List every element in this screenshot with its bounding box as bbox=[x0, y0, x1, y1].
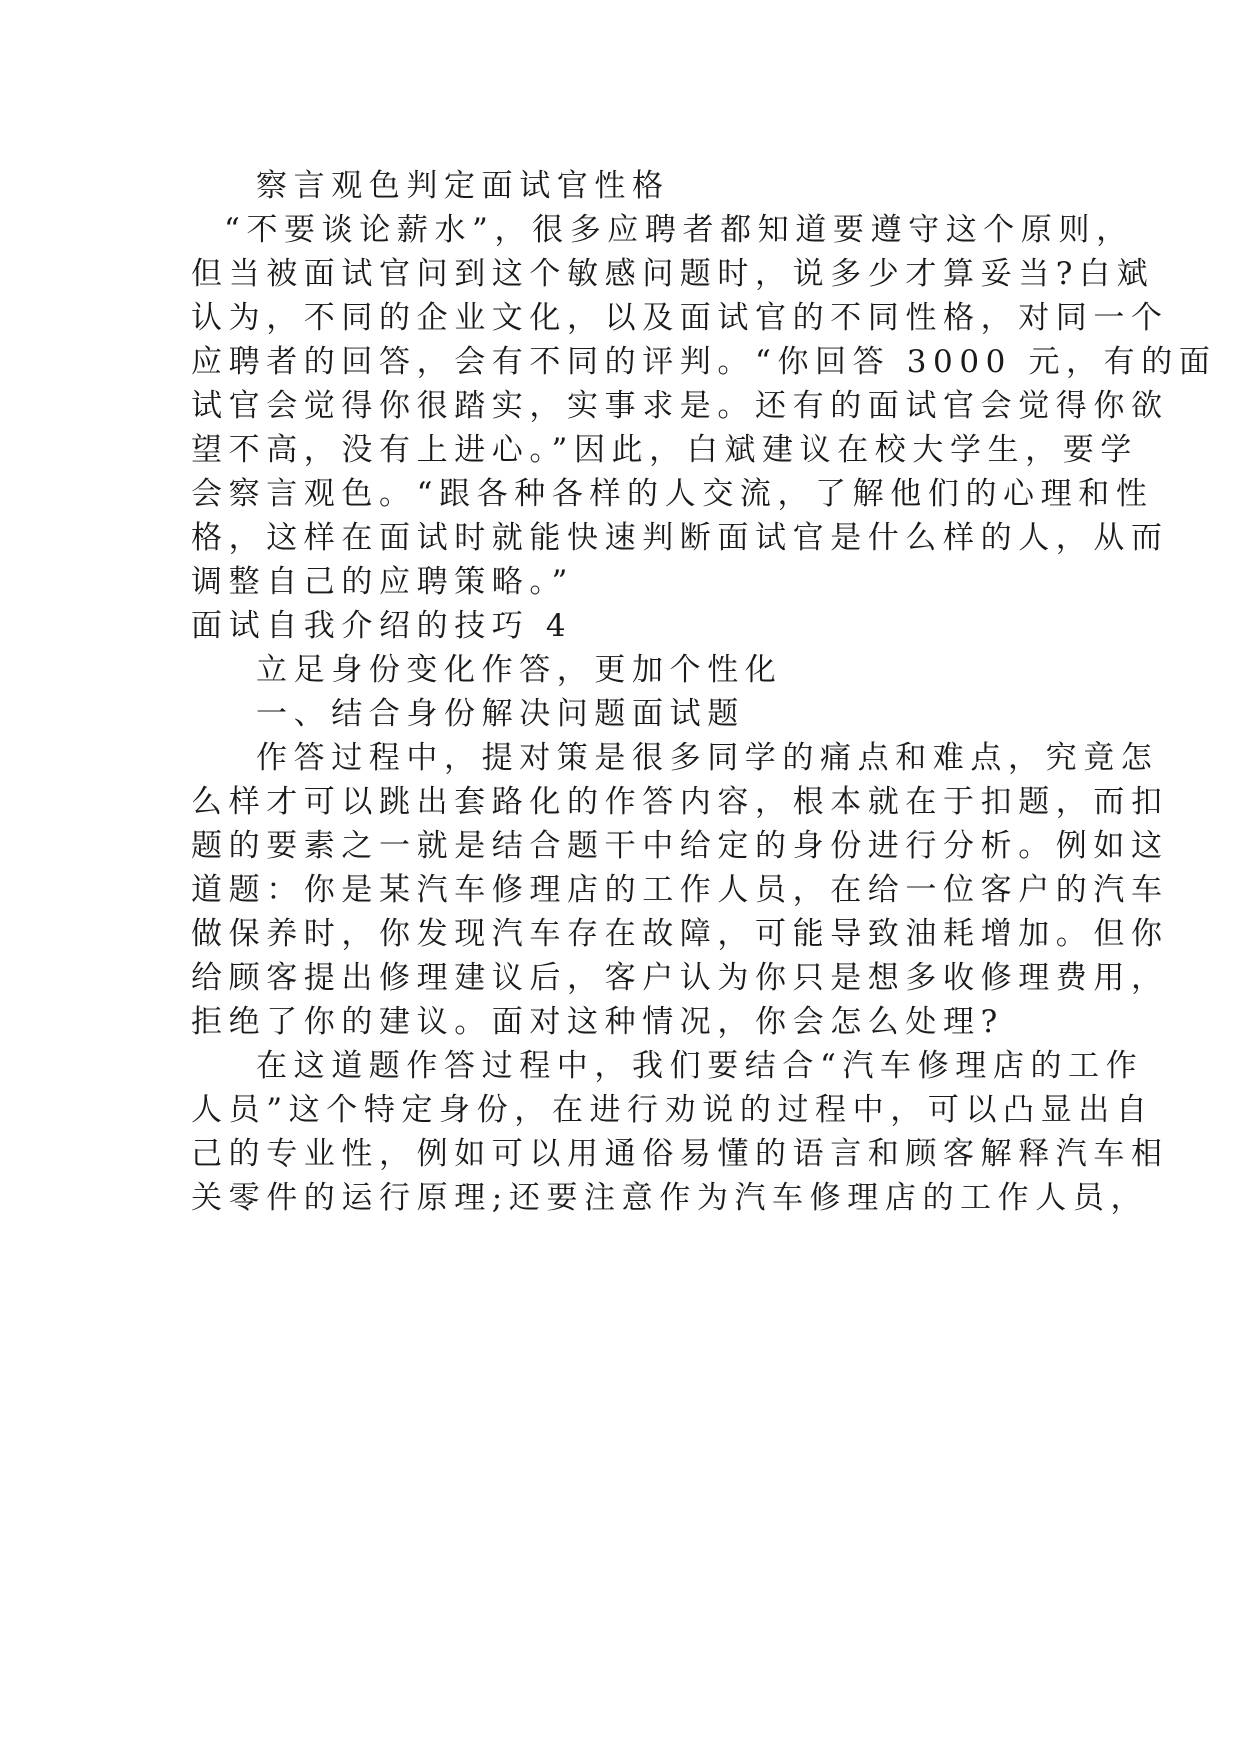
section-heading: 察言观色判定面试官性格 bbox=[256, 168, 670, 204]
subsection-heading: 一、结合身份解决问题面试题 bbox=[256, 696, 745, 732]
paragraph-line: 人员”这个特定身份，在进行劝说的过程中，可以凸显出自 bbox=[191, 1092, 1154, 1128]
paragraph-line: 格，这样在面试时就能快速判断面试官是什么样的人，从而 bbox=[191, 520, 1169, 556]
section-heading: 立足身份变化作答，更加个性化 bbox=[256, 652, 783, 688]
paragraph-line: 关零件的运行原理;还要注意作为汽车修理店的工作人员， bbox=[191, 1180, 1149, 1216]
paragraph-line: 做保养时，你发现汽车存在故障，可能导致油耗增加。但你 bbox=[191, 916, 1169, 952]
paragraph-line: 题的要素之一就是结合题干中给定的身份进行分析。例如这 bbox=[191, 828, 1169, 864]
paragraph-line: 作答过程中，提对策是很多同学的痛点和难点，究竟怎 bbox=[256, 740, 1159, 776]
paragraph-line: “不要谈论薪水”，很多应聘者都知道要遵守这个原则， bbox=[224, 212, 1134, 248]
paragraph-line: 会察言观色。“跟各种各样的人交流，了解他们的心理和性 bbox=[191, 476, 1154, 512]
paragraph-line: 试官会觉得你很踏实，实事求是。还有的面试官会觉得你欲 bbox=[191, 388, 1169, 424]
paragraph-line: 调整自己的应聘策略。” bbox=[191, 564, 574, 600]
paragraph-line: 道题：你是某汽车修理店的工作人员，在给一位客户的汽车 bbox=[191, 872, 1169, 908]
paragraph-line: 但当被面试官问到这个敏感问题时，说多少才算妥当?白斌 bbox=[191, 256, 1155, 292]
paragraph-line: 认为，不同的企业文化，以及面试官的不同性格，对同一个 bbox=[191, 300, 1169, 336]
paragraph-line: 应聘者的回答，会有不同的评判。“你回答 3000 元，有的面 bbox=[191, 344, 1217, 380]
paragraph-line: 给顾客提出修理建议后，客户认为你只是想多收修理费用， bbox=[191, 960, 1169, 996]
paragraph-line: 在这道题作答过程中，我们要结合“汽车修理店的工作 bbox=[256, 1048, 1144, 1084]
paragraph-line: 己的专业性，例如可以用通俗易懂的语言和顾客解释汽车相 bbox=[191, 1136, 1169, 1172]
chapter-heading: 面试自我介绍的技巧 4 bbox=[191, 608, 573, 644]
paragraph-line: 拒绝了你的建议。面对这种情况，你会怎么处理? bbox=[191, 1004, 1004, 1040]
paragraph-line: 望不高，没有上进心。”因此，白斌建议在校大学生，要学 bbox=[191, 432, 1138, 468]
paragraph-line: 么样才可以跳出套路化的作答内容，根本就在于扣题，而扣 bbox=[191, 784, 1169, 820]
